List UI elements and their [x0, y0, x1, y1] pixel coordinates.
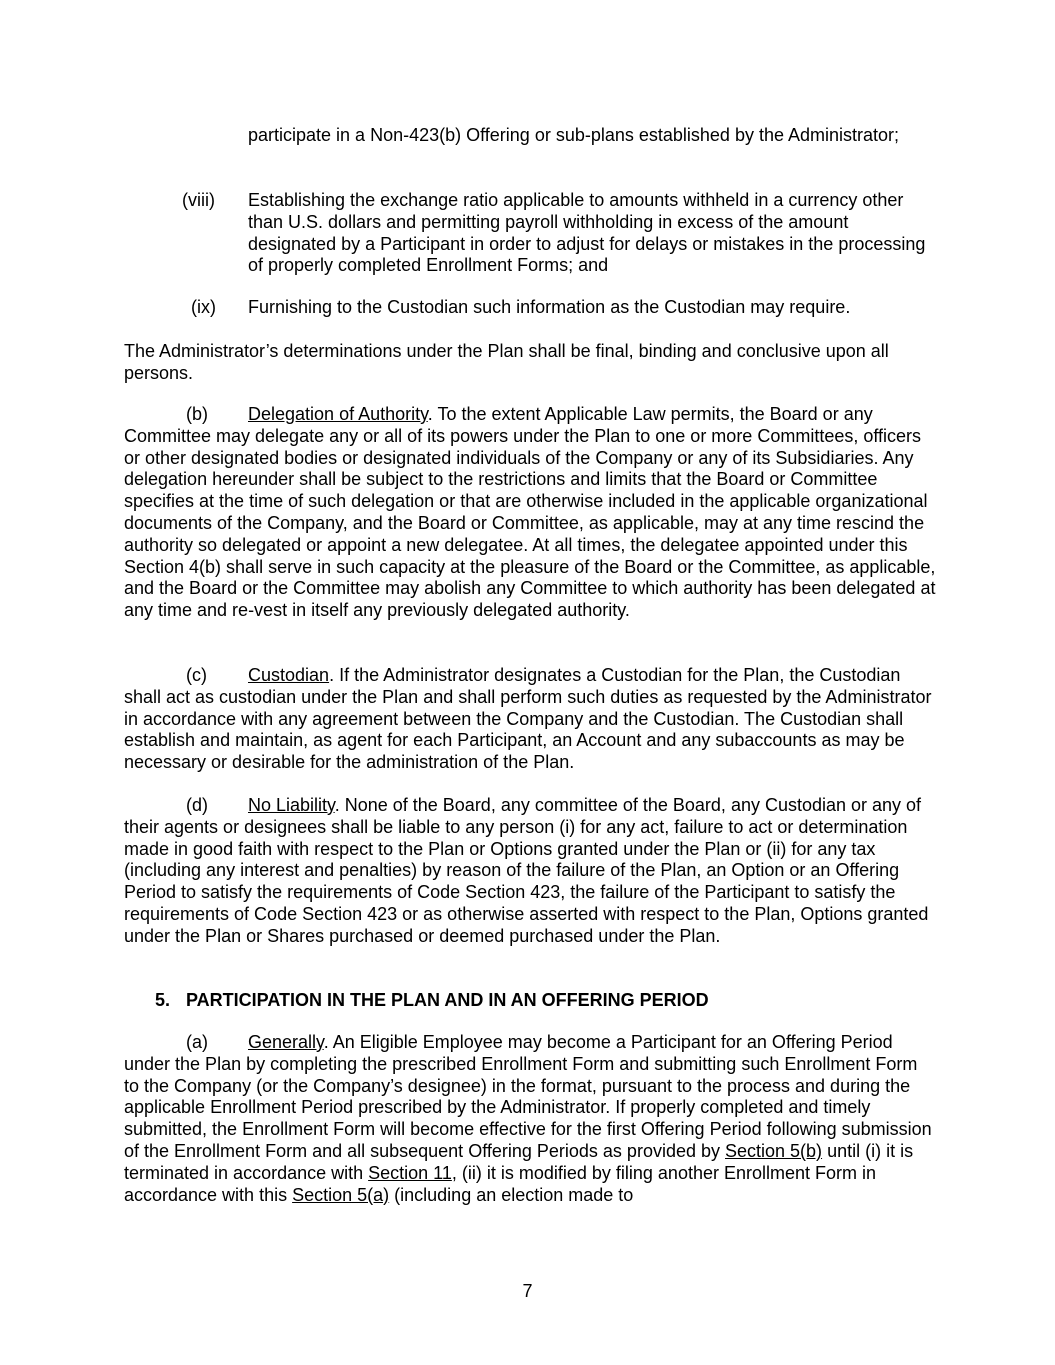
list-item-continuation: participate in a Non-423(b) Offering or sub-plans established by the Administrator; — [248, 125, 900, 145]
cross-reference: Section 5(b) — [725, 1140, 823, 1161]
heading-number: 5. — [155, 990, 171, 1010]
section-text: , (ii) it is modified by filing another Enrollment Form in accordance with this — [124, 1162, 877, 1205]
section-text: . To the extent Applicable Law permits, the Board or any Committee may delegate any or all of its powers under the Plan to one or more Committees, officers or other designated bodies or designated individuals of the Company or any of its Subsidiaries. Any delegation hereunder shall be subject to the restrictions and limits that the Board or Committee specifies at the time of such delegation or that are otherwise included in the applicable organizational documents of the Company, and the Board or Committee, as applicable, may at any time rescind the authority so delegated or appoint a new delegatee. At all times, the delegatee appointed under this Section 4(b) shall serve in such capacity at the pleasure of the Board or the Committee, as applicable, and the Board or the Committee may abolish any Committee to which authority has been delegated at any time and re-vest in itself any previously delegated authority. — [124, 404, 936, 621]
administrator-determinations-paragraph: The Administrator’s determinations under the Plan shall be final, binding and conclusive upon all persons. — [124, 341, 889, 383]
section-title: No Liability — [248, 795, 335, 815]
list-item-viii: Establishing the exchange ratio applicable to amounts withheld in a currency other than U.S. dollars and permitting payroll withholding in excess of the amount designated by a Participant in order to adjust for delays or mistakes in the processing of properly completed Enrollment Forms; and — [248, 190, 926, 276]
section-4b-paragraph — [124, 404, 936, 622]
section-label: (d) — [186, 795, 208, 815]
section-text: until (i) it is terminated in accordance with — [124, 1140, 914, 1183]
cross-reference: Section 11 — [368, 1162, 452, 1183]
cross-reference: Section 5(a) — [292, 1184, 390, 1205]
list-item-number: (viii) — [182, 190, 215, 210]
section-title: Delegation of Authority — [248, 404, 428, 424]
section-label: (c) — [186, 665, 207, 685]
section-4c-paragraph — [124, 665, 936, 774]
heading-title: PARTICIPATION IN THE PLAN AND IN AN OFFERING PERIOD — [186, 990, 709, 1010]
section-text: . None of the Board, any committee of the Board, any Custodian or any of their agents or designees shall be liable to any person (i) for any act, failure to act or determination made in good faith with respect to the Plan or Options granted under the Plan or (ii) for any tax (including any interest and penalties) by reason of the failure of the Plan, an Option or an Offering Period to satisfy the requirements of Code Section 423, the failure of the Participant to satisfy the requirements of Code Section 423 or as otherwise asserted with respect to the Plan, Options granted under the Plan or Shares purchased or deemed purchased under the Plan. — [124, 795, 929, 946]
section-text: . An Eligible Employee may become a Participant for an Offering Period under the Plan by completing the prescribed Enrollment Form and submitting such Enrollment Form to the Company (or the Company’s designee) in the format, pursuant to the process and during the applicable Enrollment Period prescribed by the Administrator. If properly completed and timely submitted, the Enrollment Form will become effective for the first Offering Period following submission of the Enrollment Form and all subsequent Offering Periods as provided by — [124, 1032, 932, 1161]
page-number: 7 — [522, 1281, 533, 1301]
section-label: (a) — [186, 1032, 208, 1052]
section-text: (including an election made to — [389, 1184, 634, 1205]
section-4d-paragraph — [124, 795, 936, 948]
section-5-heading — [155, 990, 955, 1012]
section-title: Generally — [248, 1032, 324, 1052]
section-5a-paragraph — [124, 1032, 936, 1206]
section-text: . If the Administrator designates a Custodian for the Plan, the Custodian shall act as custodian under the Plan and shall perform such duties as requested by the Administrator in accordance with any agreement between the Company and the Custodian. The Custodian shall establish and maintain, as agent for each Participant, an Account and any subaccounts as may be necessary or desirable for the administration of the Plan. — [124, 665, 932, 773]
list-item-number: (ix) — [191, 297, 216, 317]
section-title: Custodian — [248, 665, 330, 685]
list-item-ix: Furnishing to the Custodian such information as the Custodian may require. — [248, 297, 851, 317]
section-label: (b) — [186, 404, 208, 424]
